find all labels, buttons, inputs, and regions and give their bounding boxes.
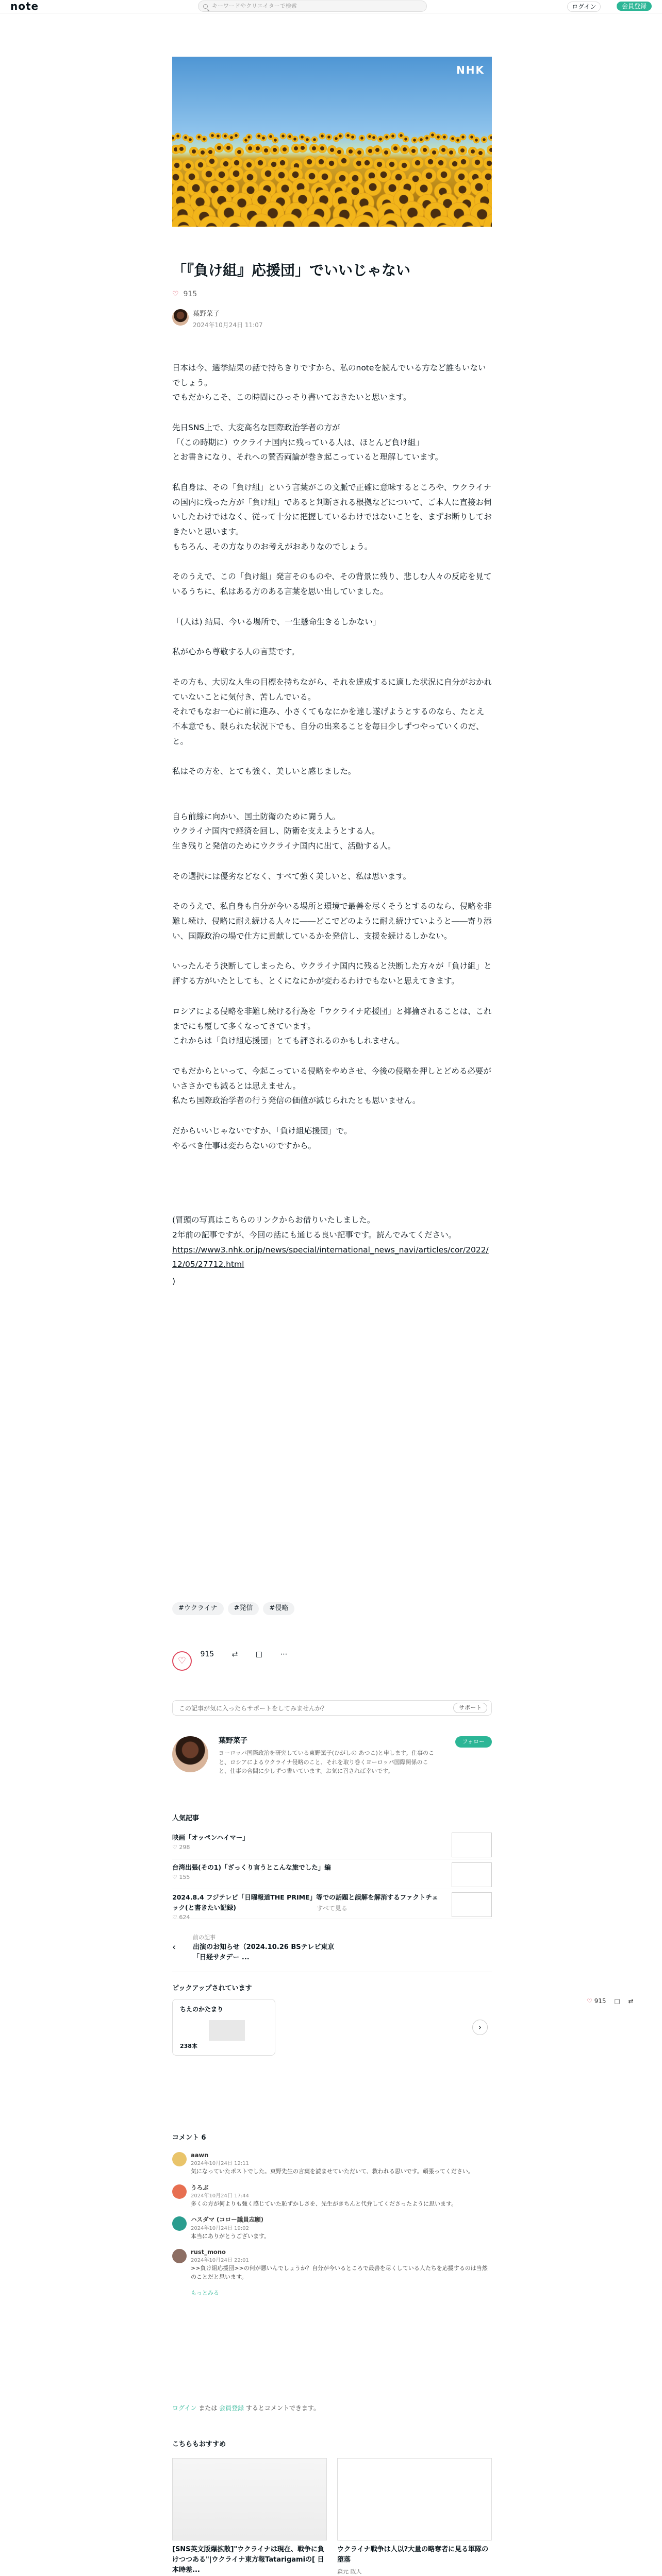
recommended-card-title[interactable]: [SNS英文版爆拡散]"ウクライナは現在、戦争に負けつつある"|ウクライナ東方報Tatarigamiの[ 日本時差... [172, 2546, 324, 2574]
author-card-desc: ヨーロッパ国際政治を研究している東野篤子(ひがしの あつこ)と申します。仕事のこと、ロシアによるウクライナ侵略のこと、それを取り巻くヨーロッパ国際関係のこと、仕事の合間に少しずつ書いています。お気に召されば幸いです。 [219, 1750, 434, 1775]
pickup-card-title: ちえのかたまり [180, 2006, 224, 2013]
commenter-name[interactable]: うろぶ [191, 2183, 209, 2191]
side-action-bar [587, 1996, 634, 2006]
popular-item-likes [172, 1873, 492, 1882]
comment-date: 2024年10月24日 17:44 [191, 2193, 249, 2199]
top-header [0, 0, 662, 13]
prev-title[interactable]: 出演のお知らせ（2024.10.26 BSテレビ東京「日経サタデー ... [193, 1943, 335, 1961]
pickup-card[interactable] [172, 1999, 275, 2056]
action-bar [172, 1649, 492, 1671]
comment [172, 2215, 492, 2241]
popular-item-likes [172, 1913, 492, 1922]
heart-icon: ♡ [172, 1843, 179, 1851]
article-paragraph: そのうえで、私自身も自分が今いる場所と環境で最善を尽くそうとするのなら、侵略を非難し続け、侵略に耐え続ける人々に――どこでどのように耐え続けていようと――寄り添い、国際政治の場で仕方に貢献しているかを発信し、支援を続けるしかない。 [172, 902, 492, 941]
sunflower-head [486, 145, 492, 155]
sunflower-head [358, 134, 366, 142]
article-paragraph: 日本は今、選挙結果の話で持ちきりですから、私のnoteを読んでいる方など誰もいないでしょう。 でもだからこそ、この時間にひっそり書いておきたいと思います。 [172, 363, 486, 402]
recommended-card[interactable] [337, 2458, 492, 2576]
recommended-heading: こちらもおすすめ [172, 2441, 226, 2448]
sunflower-head [459, 133, 467, 141]
comment-date: 2024年10月24日 12:11 [191, 2161, 249, 2167]
hero-sunflower-image [172, 57, 492, 227]
heart-icon: ♡ [172, 1873, 179, 1880]
popular-likes-count: 298 [179, 1843, 190, 1851]
comment-text: 気になっていたポストでした。東野先生の言葉を読ませていただいて、救われる思いです。頑張ってください。 [191, 2168, 474, 2175]
author-row [172, 309, 492, 332]
sunflower-head [304, 136, 311, 143]
sunflower-head [260, 134, 267, 142]
side-like-count: 915 [594, 1997, 606, 2005]
sunflower-head [457, 145, 468, 156]
prev-label: 前の記事 [193, 1934, 216, 1941]
side-comment-icon[interactable]: □ [614, 1997, 620, 2005]
support-bar [172, 1700, 492, 1716]
recommended-card-image[interactable] [337, 2458, 492, 2540]
support-button[interactable]: サポート [453, 1703, 487, 1713]
sunflower-head [337, 132, 344, 140]
author-card-name[interactable]: 葉野菜子 [219, 1737, 247, 1745]
article-paragraph: そのうえで、この「負け組」発言そのものや、その背景に残り、悲しむ人々の反応を見ているうちに、私はある方のある言葉を思い出していました。 [172, 572, 492, 597]
sunflower-head [349, 133, 356, 141]
article-paragraph: 私はその方を、とても強く、美しいと感じました。 [172, 767, 356, 776]
note-logo[interactable]: note [10, 0, 39, 12]
sunflower-head [233, 132, 240, 139]
comment-date: 2024年10月24日 22:01 [191, 2258, 249, 2264]
author-card [172, 1726, 492, 1788]
comment-text: >>負け組応援団>>の何が悪いんでしょうか？自分が今いるところで最善を尽くしている人たちを応援するのは当然のことだと思います。 [191, 2265, 488, 2280]
article-body [172, 361, 492, 1304]
comment-list [172, 2151, 492, 2282]
likes-count: 915 [183, 290, 197, 298]
article-paragraph: でもだからといって、今起こっている侵略をやめさせ、今後の侵略を押しとどめる必要がいささかでも減るとは思えません。 私たち国際政治学者の行う発信の価値が減じられたとも思いません。 [172, 1066, 491, 1106]
pickup-card-count: 238本 [180, 2043, 197, 2049]
chevron-right-icon[interactable]: › [472, 2020, 488, 2035]
popular-heading: 人気記事 [172, 1815, 200, 1822]
commenter-name[interactable]: ハスダマ (コロー議員志願) [191, 2216, 264, 2224]
more-icon[interactable]: ⋯ [280, 1650, 288, 1658]
signup-link[interactable]: 会員登録 [219, 2404, 244, 2412]
login-link[interactable]: ログイン [172, 2404, 197, 2412]
article-paragraph: いったんそう決断してしまったら、ウクライナ国内に残ると決断した方々が「負け組」と評する方がいたとしても、とくになにかが変わるわけでもないと思えてきます。 [172, 961, 492, 986]
login-note [172, 2403, 492, 2413]
article-paragraph: その方も、大切な人生の目標を持ちながら、それを達成するに適した状況に自分がおかれていないことに気付き、苦しんでいる。 それでもなお一心に前に進み、小さくてもなにかを達し遂げようとするのなら、たとえ不本意でも、限られた状況下でも、自分の出来ることを毎日少しずつやっていくのだ、と。 [172, 677, 492, 746]
sunflower-head [436, 166, 452, 183]
article-paragraph: (冒頭の写真はこちらのリンクからお借りいたしました。 2年前の記事ですが、今回の話にも通じる良い記事です。読んでみてください。 [172, 1215, 457, 1240]
comments-heading: コメント 6 [172, 2134, 206, 2142]
author-name[interactable]: 葉野菜子 [193, 310, 220, 318]
commenter-avatar[interactable] [172, 2216, 187, 2231]
sunflower-head [291, 135, 299, 143]
recommended-card-author[interactable]: 森元 政人 [337, 2568, 362, 2575]
comment [172, 2248, 492, 2281]
popular-likes-count: 155 [179, 1873, 190, 1880]
comment [172, 2151, 492, 2176]
comments-more-link[interactable]: もっとみる [191, 2290, 219, 2297]
recommended-card-title[interactable]: ウクライナ戦争は人以?大量の略奪者に見る軍隊の堕落 [337, 2546, 489, 2564]
prev-article[interactable] [172, 1926, 492, 1972]
sunflower-head [297, 143, 308, 153]
signup-button[interactable]: 会員登録 [617, 2, 652, 11]
sunflower-head [381, 147, 391, 158]
article-paragraph: 私自身は、その「負け組」という言葉がこの文脈で正確に意味するところや、ウクライナの国内に残った方が「負け組」であると判断される根拠などについて、ご本人に直接お伺いしたわけではなく、従って十分に把握しているわけではないことを、まずお断りしておきたいと思います。 もちろん、その方なりのお考えがおありなのでしょう。 [172, 483, 492, 551]
article-paragraph: その選択には優劣などなく、すべて強く美しいと、私は思います。 [172, 871, 411, 881]
commenter-name[interactable]: rust_mono [191, 2248, 226, 2256]
sunflower-head [325, 133, 333, 141]
sunflower-head [481, 136, 488, 143]
sunflower-head [214, 132, 222, 140]
commenter-avatar[interactable] [172, 2152, 187, 2166]
sunflower-head [411, 137, 418, 144]
sunflower-head [408, 146, 419, 156]
pickup-card-thumb [209, 2020, 245, 2041]
support-text: この記事が気に入ったらサポートをしてみませんか？ [179, 1705, 328, 1712]
comments-section [172, 2133, 492, 2298]
commenter-name[interactable]: aawn [191, 2151, 209, 2159]
popular-item-title[interactable]: 2024.8.4 フジテレビ「日曜報道THE PRIME」等での話題と誤解を解消するファクトチェック(と書きたい記録) [172, 1893, 438, 1911]
comment-text: 多くの方が何よりも強く感じていた恥ずかしさを、先生がきちんと代弁してくださったように思います。 [191, 2200, 457, 2207]
chevron-left-icon[interactable]: ‹ [172, 1942, 176, 1953]
commenter-avatar[interactable] [172, 2249, 187, 2263]
sunflower-head [473, 137, 480, 144]
article-paragraph: 私が心から尊敬する人の言葉です。 [172, 647, 300, 657]
sunflower-head [270, 145, 280, 155]
search-input[interactable] [198, 1, 427, 12]
side-share-icon[interactable]: ⇄ [628, 1997, 634, 2005]
tag-chip[interactable]: #侵略 [263, 1602, 294, 1615]
source-link[interactable]: https://www3.nhk.or.jp/news/special/international_news_navi/articles/cor/2022/12/05/27712.html [172, 1245, 489, 1269]
sunflower-head [370, 134, 377, 141]
popular-item-thumb[interactable] [452, 1862, 492, 1887]
share-icon[interactable]: ⇄ [231, 1650, 238, 1658]
sunflower-head [402, 135, 409, 143]
sunflower-head [471, 156, 484, 169]
side-heart-icon[interactable]: ♡ [587, 1997, 592, 2005]
login-note-or: または [198, 2404, 218, 2412]
sunflower-head [201, 135, 208, 143]
sunflower-head [187, 136, 194, 143]
article-likes-top [172, 289, 492, 300]
like-heart-button[interactable]: ♡ [172, 1651, 192, 1671]
sunflower-head [325, 157, 338, 170]
sunflower-head [317, 143, 327, 154]
commenter-avatar[interactable] [172, 2184, 187, 2199]
sunflower-head [319, 132, 326, 140]
sunflower-head [245, 133, 253, 141]
comment-icon[interactable]: □ [255, 1650, 263, 1658]
sunflower-head [420, 145, 430, 155]
see-all-link[interactable]: すべて見る [317, 1905, 347, 1912]
heart-icon: ♡ [172, 1913, 179, 1921]
search-icon [203, 4, 208, 9]
popular-item-title[interactable]: 台湾出張(その1)「ざっくり言うとこんな旅でした」編 [172, 1863, 331, 1871]
sunflower-head [446, 147, 456, 158]
article-paragraph: 自ら前線に向かい、国土防衛のために闘う人。 ウクライナ国内で経済を回し、防衛を支えようとする人。 生き残りと発信のためにウクライナ国内に出て、活動する人。 [172, 811, 396, 851]
search-placeholder: キーワードやクリエイターで検索 [212, 3, 297, 9]
tag-list [172, 1602, 492, 1615]
article-date: 2024年10月24日 11:07 [193, 321, 263, 329]
author-avatar[interactable] [172, 309, 189, 326]
article-paragraph: 先日SNS上で、大変高名な国際政治学者の方が 「（この時期に）ウクライナ国内に残っている人は、ほとんど負け組」 とお書きになり、それへの賛否両論が巻き起こっていると理解しています。 [172, 423, 443, 462]
article-title: 「『負け組』応援団」でいいじゃない [172, 262, 411, 279]
tag-chip[interactable]: #ウクライナ [172, 1602, 224, 1615]
sunflower-head [337, 154, 351, 167]
pickup-section [172, 1984, 492, 2061]
popular-item-likes [172, 1843, 492, 1852]
popular-item-title[interactable]: 映画「オッペンハイマー」 [172, 1833, 249, 1841]
sunflower-head [303, 155, 316, 168]
popular-item[interactable] [172, 1859, 492, 1889]
sunflower-head [176, 144, 187, 154]
recommended-card-image[interactable] [172, 2458, 327, 2540]
like-count: 915 [200, 1650, 214, 1658]
sunflower-head [311, 136, 318, 143]
closing-paren: ) [172, 1276, 176, 1286]
popular-item-thumb[interactable] [452, 1833, 492, 1857]
sunflower-head [272, 137, 279, 144]
sunflower-head [390, 143, 401, 154]
sunflower-head [457, 155, 470, 168]
sunflower-head [223, 143, 234, 153]
comment-text: 本当にありがとうございます。 [191, 2232, 270, 2240]
popular-likes-count: 624 [179, 1913, 190, 1921]
nhk-watermark: NHK [456, 64, 485, 76]
comment-date: 2024年10月24日 19:02 [191, 2225, 249, 2231]
sunflower-head [174, 132, 181, 140]
article-paragraph: ロシアによる侵略を非難し続ける行為を「ウクライナ応援団」と揶揄されることは、これまでにも覆して多くなってきています。 これからは「負け組応援団」とても評されるのかもしれません。 [172, 1006, 492, 1046]
pickup-heading: ピックアップされています [172, 1985, 252, 1992]
author-card-avatar[interactable] [172, 1736, 208, 1772]
popular-item[interactable] [172, 1829, 492, 1859]
recommended-section [172, 2439, 492, 2575]
sunflower-head [279, 144, 290, 155]
heart-icon[interactable]: ♡ [172, 290, 179, 298]
comment [172, 2183, 492, 2209]
sunflower-head [441, 133, 448, 141]
follow-button[interactable]: フォロー [455, 1736, 492, 1748]
login-button[interactable]: ログイン [567, 2, 601, 12]
article-paragraph: だからいいじゃないですか、「負け組応援団」で。 やるべき仕事は変わらないのですから。 [172, 1126, 352, 1150]
sunflower-head [279, 132, 287, 140]
recommended-card[interactable] [172, 2458, 327, 2576]
sunflower-head [488, 134, 492, 141]
login-note-rest: するとコメントできます。 [245, 2404, 320, 2412]
article-paragraph: 「(人は) 結局、今いる場所で、一生懸命生きるしかない」 [172, 617, 381, 626]
sunflower-head [389, 132, 396, 140]
tag-chip[interactable]: #発信 [228, 1602, 259, 1615]
sunflower-head [411, 156, 424, 170]
